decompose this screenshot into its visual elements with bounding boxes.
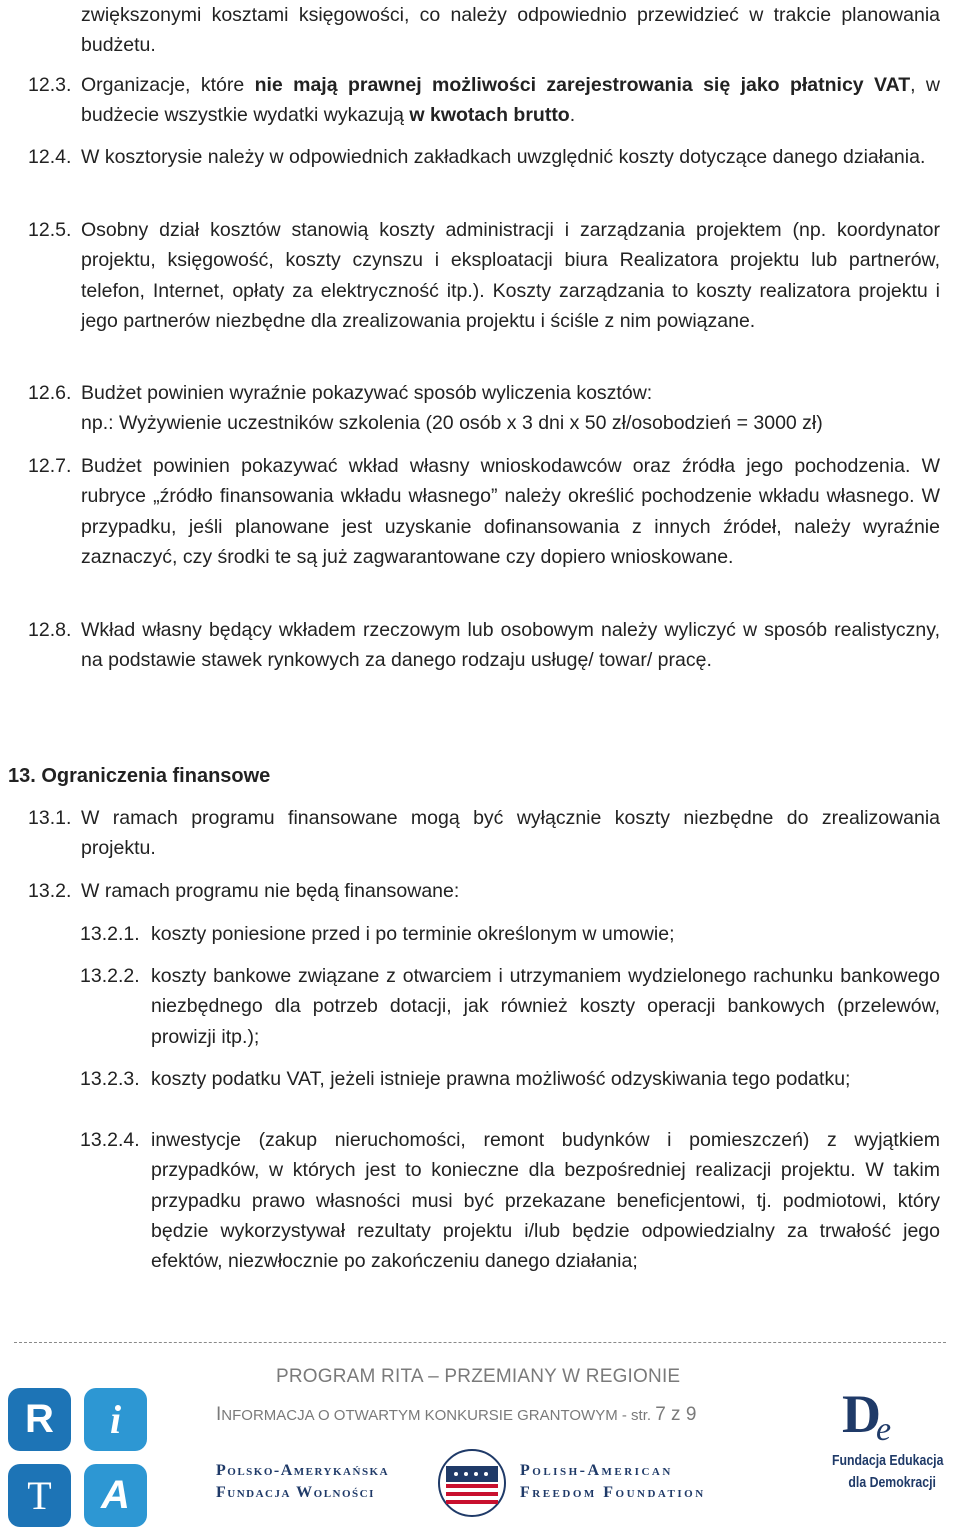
list-subitem-13-2-3 [80,1064,940,1094]
item-text: koszty podatku VAT, jeżeli istnieje prawna możliwość odzyskiwania tego podatku; [151,1068,851,1090]
flag-emblem-icon [436,1448,508,1518]
item-text: W ramach programu finansowane mogą być wyłącznie koszty niezbędne do zrealizowania projektu. [81,807,940,860]
item-number: 13.2.3. [80,1068,140,1090]
item-number: 12.8. [28,619,72,641]
item-number: 13.2.4. [80,1129,140,1151]
list-subitem-13-2-1 [80,919,940,949]
rita-tile-a: A [84,1464,147,1527]
item-text: inwestycje (zakup nieruchomości, remont budynków i pomieszczeń) z wyjątkiem przypadków, w których jest to konieczne dla bezpośredniej realizacji projektu. W takim przypadku prawo własności musi być przekazane beneficjentowi, tj. podmiotowi, który będzie wykorzystywał rezultaty projektu i/lub będzie odpowiedzialny za trwałość jego efektów, niezwłocznie po zakończeniu danego działania; [151,1129,940,1273]
item-text-rich: Organizacje, które nie mają prawnej możliwości zarejestrowania się jako płatnicy VAT, w budżecie wszystkie wydatki wykazują w kwotach brutto. [81,74,940,127]
list-subitem-13-2-4 [80,1125,940,1276]
item-number: 12.7. [28,455,72,477]
fed-emblem-icon [840,1380,910,1450]
list-item-13-2 [28,876,940,906]
page-info-text: NFORMACJA O OTWARTYM KONKURSIE GRANTOWYM - str. [221,1407,656,1424]
item-number: 12.5. [28,219,72,241]
pafw-logo-text [216,1460,389,1504]
list-item-12-6 [28,378,940,439]
paff-line2: Freedom Foundation [520,1484,706,1501]
section-heading: 13. Ograniczenia finansowe [8,765,271,787]
item-number: 13.1. [28,807,72,829]
item-text [81,378,940,439]
paragraph-continuation: zwiększonymi kosztami księgowości, co należy odpowiednio przewidzieć w trakcie planowania budżetu. [81,4,940,57]
list-item-12-8 [28,615,940,676]
paff-line1: Polish-American [520,1462,673,1479]
list-item-12-5 [28,215,940,336]
item-text: koszty poniesione przed i po terminie określonym w umowie; [151,923,675,945]
item-number: 12.3. [28,74,72,96]
item-text: W ramach programu nie będą finansowane: [81,880,460,902]
rita-tile-i: i [84,1388,147,1451]
rita-tile-r: R [8,1388,71,1451]
item-text: Osobny dział kosztów stanowią koszty administracji i zarządzania projektem (np. koordynator projektu, księgowość, koszty czynszu i eksploatacji biura Realizatora projektu lub partnerów, telefon, Internet, opłaty za elektryczność itp.). Koszty zarządzania to koszty realizatora projektu i jego partnerów niezbędne dla zrealizowania projektu i ściśle z nim powiązane. [81,219,940,332]
item-text: koszty bankowe związane z otwarciem i utrzymaniem wydzielonego rachunku bankowego niezbędnego dla potrzeb dotacji, jak również koszty operacji bankowych (przelewów, prowizji itp.); [151,965,940,1048]
fed-text [832,1450,944,1494]
item-number: 12.6. [28,382,72,404]
svg-text:D: D [842,1384,881,1444]
list-subitem-13-2-2 [80,961,940,1052]
list-item-12-3 [28,70,940,131]
item-text: Wkład własny będący wkładem rzeczowym lub osobowym należy wyliczyć w sposób realistyczny, na podstawie stawek rynkowych za danego rodzaju usługę/ towar/ pracę. [81,619,940,672]
footer-divider [14,1342,946,1343]
fed-line1: Fundacja Edukacja [832,1452,944,1469]
item-text: Budżet powinien pokazywać wkład własny wnioskodawców oraz źródła jego pochodzenia. W rubryce „źródło finansowania wkładu własnego” należy określić pochodzenie wkładu własnego. W przypadku, jeśli planowane jest uzyskanie dofinansowania z innych źródeł, należy wyraźnie zaznaczyć, czy środki te są już zagwarantowane czy dopiero wnioskowane. [81,455,940,568]
program-title: PROGRAM RITA – PRZEMIANY W REGIONIE [276,1366,681,1387]
item-number: 13.2. [28,880,72,902]
item-number: 13.2.2. [80,965,140,987]
item-number: 12.4. [28,146,72,168]
page-info-initial: I [216,1404,222,1425]
page-number: 7 z 9 [655,1404,697,1425]
calculation-example: np.: Wyżywienie uczestników szkolenia (20 osób x 3 dni x 50 zł/osobodzień = 3000 zł) [81,412,823,435]
list-item-12-4 [28,142,940,172]
item-text: W kosztorysie należy w odpowiednich zakładkach uwzględnić koszty dotyczące danego działania. [81,146,926,168]
item-text-line: Budżet powinien wyraźnie pokazywać sposób wyliczenia kosztów: [81,382,653,404]
fed-line2: dla Demokracji [848,1474,936,1491]
pafw-line1: Polsko-Amerykańska [216,1462,390,1479]
pafw-line2: Fundacja Wolności [216,1484,375,1501]
item-number: 13.2.1. [80,923,140,945]
page-info [216,1404,696,1426]
rita-tile-t: T [8,1464,71,1527]
fed-logo [832,1378,952,1528]
list-item-12-7 [28,451,940,572]
list-item-13-1 [28,803,940,864]
paff-logo-text [520,1460,706,1504]
svg-text:e: e [876,1411,892,1448]
